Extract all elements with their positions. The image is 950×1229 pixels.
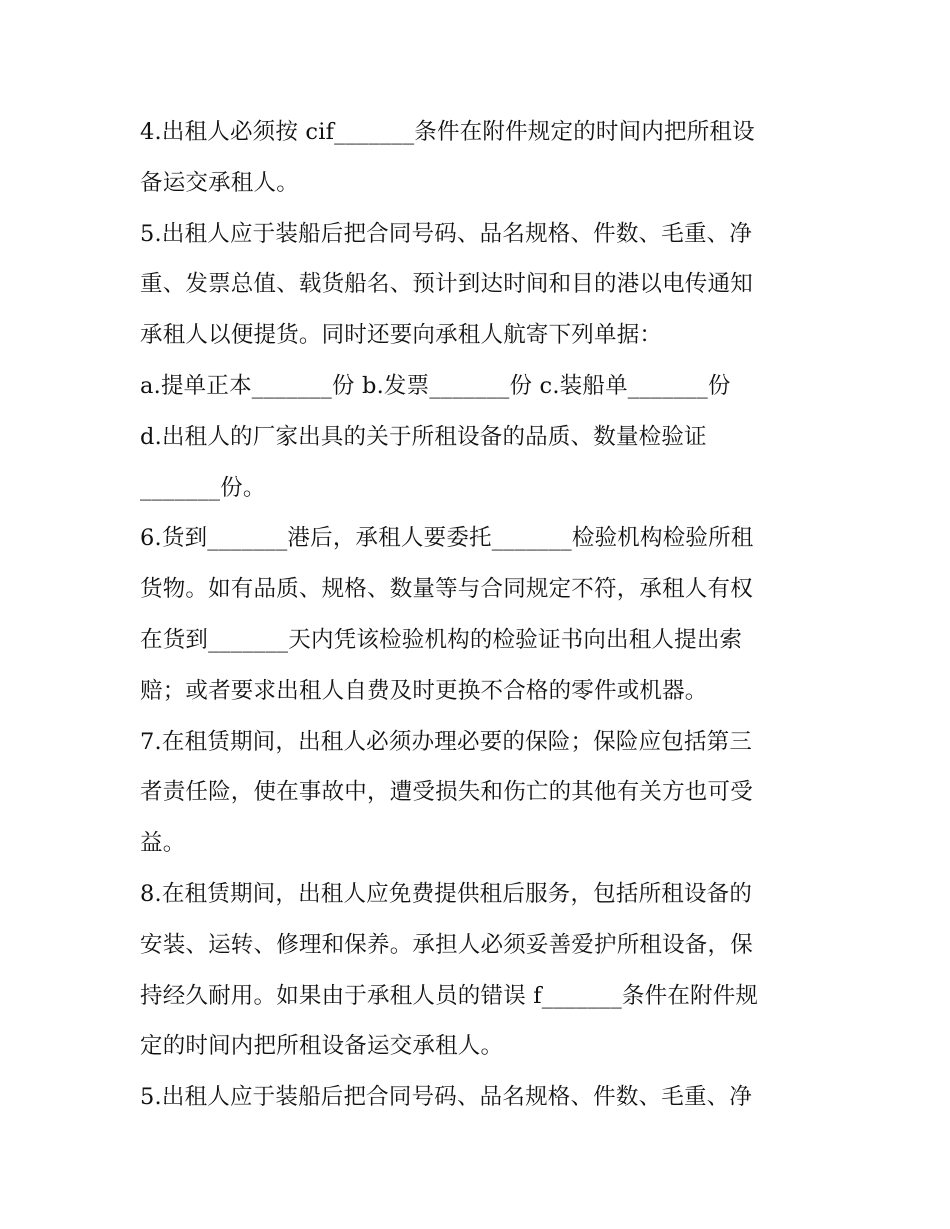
text-line: _______份。	[140, 474, 266, 501]
text-line: 5.出租人应于装船后把合同号码、品名规格、件数、毛重、净	[140, 220, 753, 247]
document-body	[140, 107, 830, 1123]
text-line: 货物。如有品质、规格、数量等与合同规定不符，承租人有权	[140, 576, 753, 603]
text-line: 安装、运转、修理和保养。承担人必须妥善爱护所租设备，保	[140, 931, 753, 958]
text-line: d.出租人的厂家出具的关于所租设备的品质、数量检验证	[140, 423, 707, 450]
text-line: 益。	[140, 830, 186, 857]
text-line: 备运交承租人。	[140, 169, 299, 196]
text-line: 者责任险，使在事故中，遭受损失和伤亡的其他有关方也可受	[140, 779, 753, 806]
text-line: 8.在租赁期间，出租人应免费提供租后服务，包括所租设备的	[140, 880, 753, 907]
text-line: 6.货到_______港后，承租人要委托_______检验机构检验所租	[140, 525, 754, 552]
text-line: 5.出租人应于装船后把合同号码、品名规格、件数、毛重、净	[140, 1084, 753, 1111]
text-line: a.提单正本_______份 b.发票_______份 c.装船单_______份	[140, 372, 731, 399]
text-line: 定的时间内把所租设备运交承租人。	[140, 1033, 504, 1060]
text-line: 持经久耐用。如果由于承租人员的错误 f_______条件在附件规	[140, 982, 759, 1009]
text-line: 赔；或者要求出租人自费及时更换不合格的零件或机器。	[140, 677, 708, 704]
text-line: 承租人以便提货。同时还要向承租人航寄下列单据：	[140, 322, 663, 349]
text-line: 4.出租人必须按 cif_______条件在附件规定的时间内把所租设	[140, 119, 755, 145]
text-line: 7.在租赁期间，出租人必须办理必要的保险；保险应包括第三	[140, 728, 753, 755]
text-line: 在货到_______天内凭该检验机构的检验证书向出租人提出索	[140, 626, 743, 653]
text-line: 重、发票总值、载货船名、预计到达时间和目的港以电传通知	[140, 271, 753, 298]
